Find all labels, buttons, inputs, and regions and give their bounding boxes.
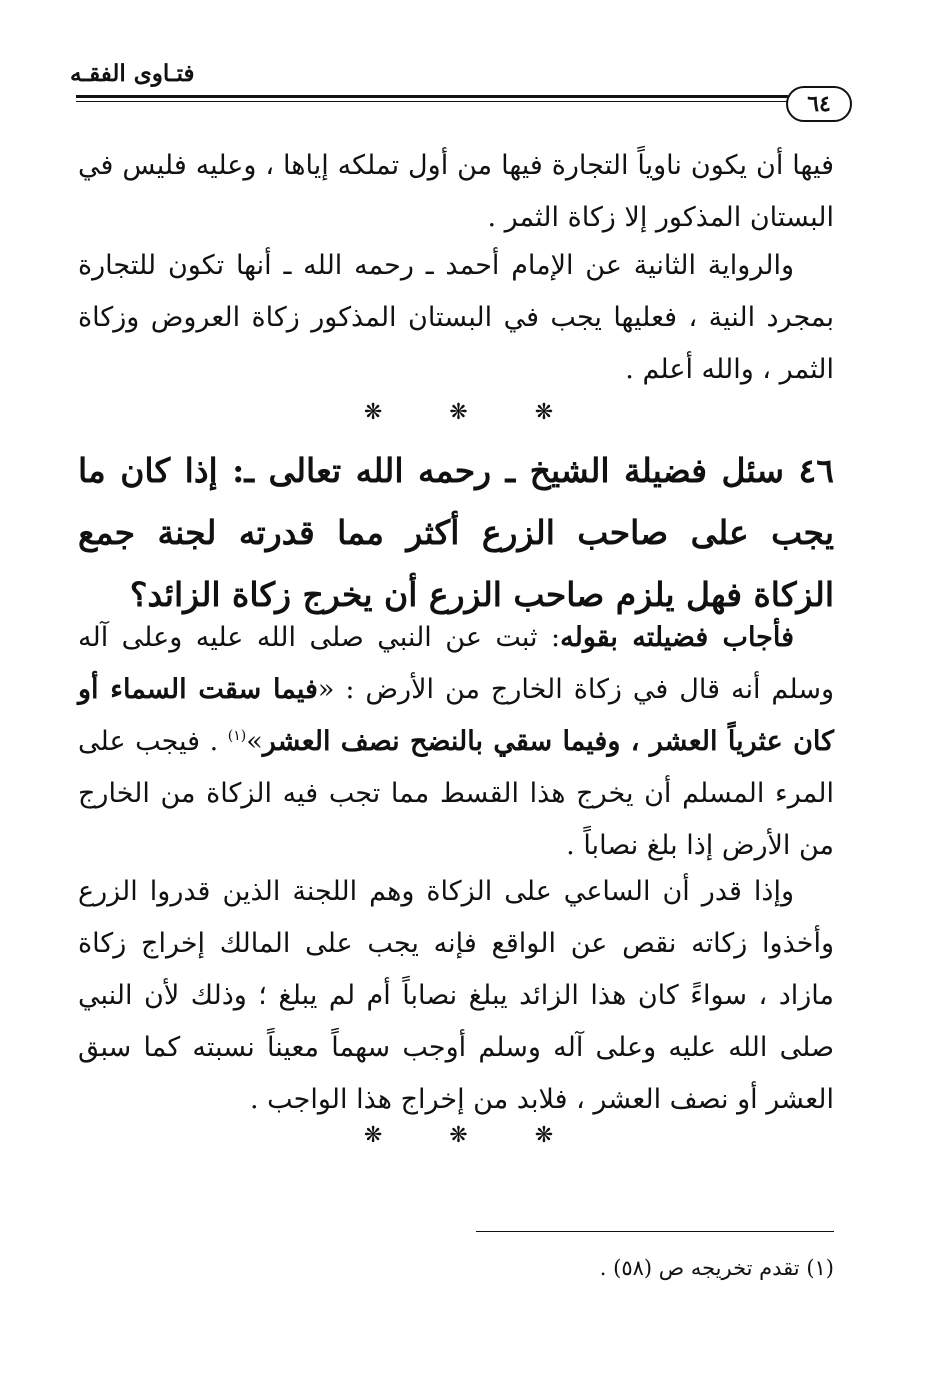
answer-conclusion: . فيجب على المرء المسلم أن يخرج هذا القسط مما تجب فيه الزكاة من الخارج من الأرض إذا بلغ نصاباً . [78, 726, 834, 861]
question-heading: ٤٦ سئل فضيلة الشيخ ـ رحمه الله تعالى ـ: إذا كان ما يجب على صاحب الزرع أكثر مما قدرته لجنة جمع الزكاة فهل يلزم صاحب الزرع أن يخرج زكاة الزائد؟ [78, 451, 834, 614]
answer-intro: : ثبت عن النبي صلى الله عليه وعلى آله وسلم أنه قال في زكاة الخارج من الأرض : « [78, 622, 835, 705]
paragraph-continuation: فيها أن يكون ناوياً التجارة فيها من أول تملكه إياها ، وعليه فليس في البستان المذكور إلا زكاة الثمر . [78, 150, 834, 233]
paragraph-collector-shortfall [78, 866, 834, 1126]
section-separator-stars: ❋ ❋ ❋ [363, 400, 584, 425]
paragraph-second-narration-text: والرواية الثانية عن الإمام أحمد ـ رحمه الله ـ أنها تكون للتجارة بمجرد النية ، فعليها يجب في البستان المذكور زكاة العروض وزكاة الثمر ، والله أعلم . [78, 250, 834, 385]
paragraph-second-narration [78, 240, 834, 396]
paragraph-collector-shortfall-text: وإذا قدر أن الساعي على الزكاة وهم اللجنة الذين قدروا الزرع وأخذوا زكاته نقص عن الواقع فإنه يجب على المالك إخراج زكاة مازاد ، سواءً كان هذا الزائد يبلغ نصاباً أم لم يبلغ ؛ وذلك لأن النبي صلى الله عليه وعلى آله وسلم أوجب سهماً معيناً نسبته كما سبق العشر أو نصف العشر ، فلابد من إخراج هذا الواجب . [78, 876, 834, 1115]
footnote-1: (١) تقدم تخريجه ص (٥٨) . [599, 1256, 834, 1280]
quote-close: » [246, 726, 263, 757]
running-title: فتـاوى الفقـه [70, 60, 195, 87]
header-rule [76, 95, 788, 98]
header-rule-thin [76, 101, 788, 102]
footnote-reference[interactable]: (١) [227, 728, 247, 744]
footnote-rule [476, 1231, 834, 1232]
hadith-quote: فيما سقت السماء أو كان عثرياً العشر ، وفيما سقي بالنضح نصف العشر [78, 674, 834, 757]
answer-paragraph [78, 612, 834, 872]
section-separator-stars: ❋ ❋ ❋ [363, 1123, 584, 1148]
answer-lead: فأجاب فضيلته بقوله [560, 622, 794, 653]
page-number: ٦٤ [786, 86, 852, 122]
